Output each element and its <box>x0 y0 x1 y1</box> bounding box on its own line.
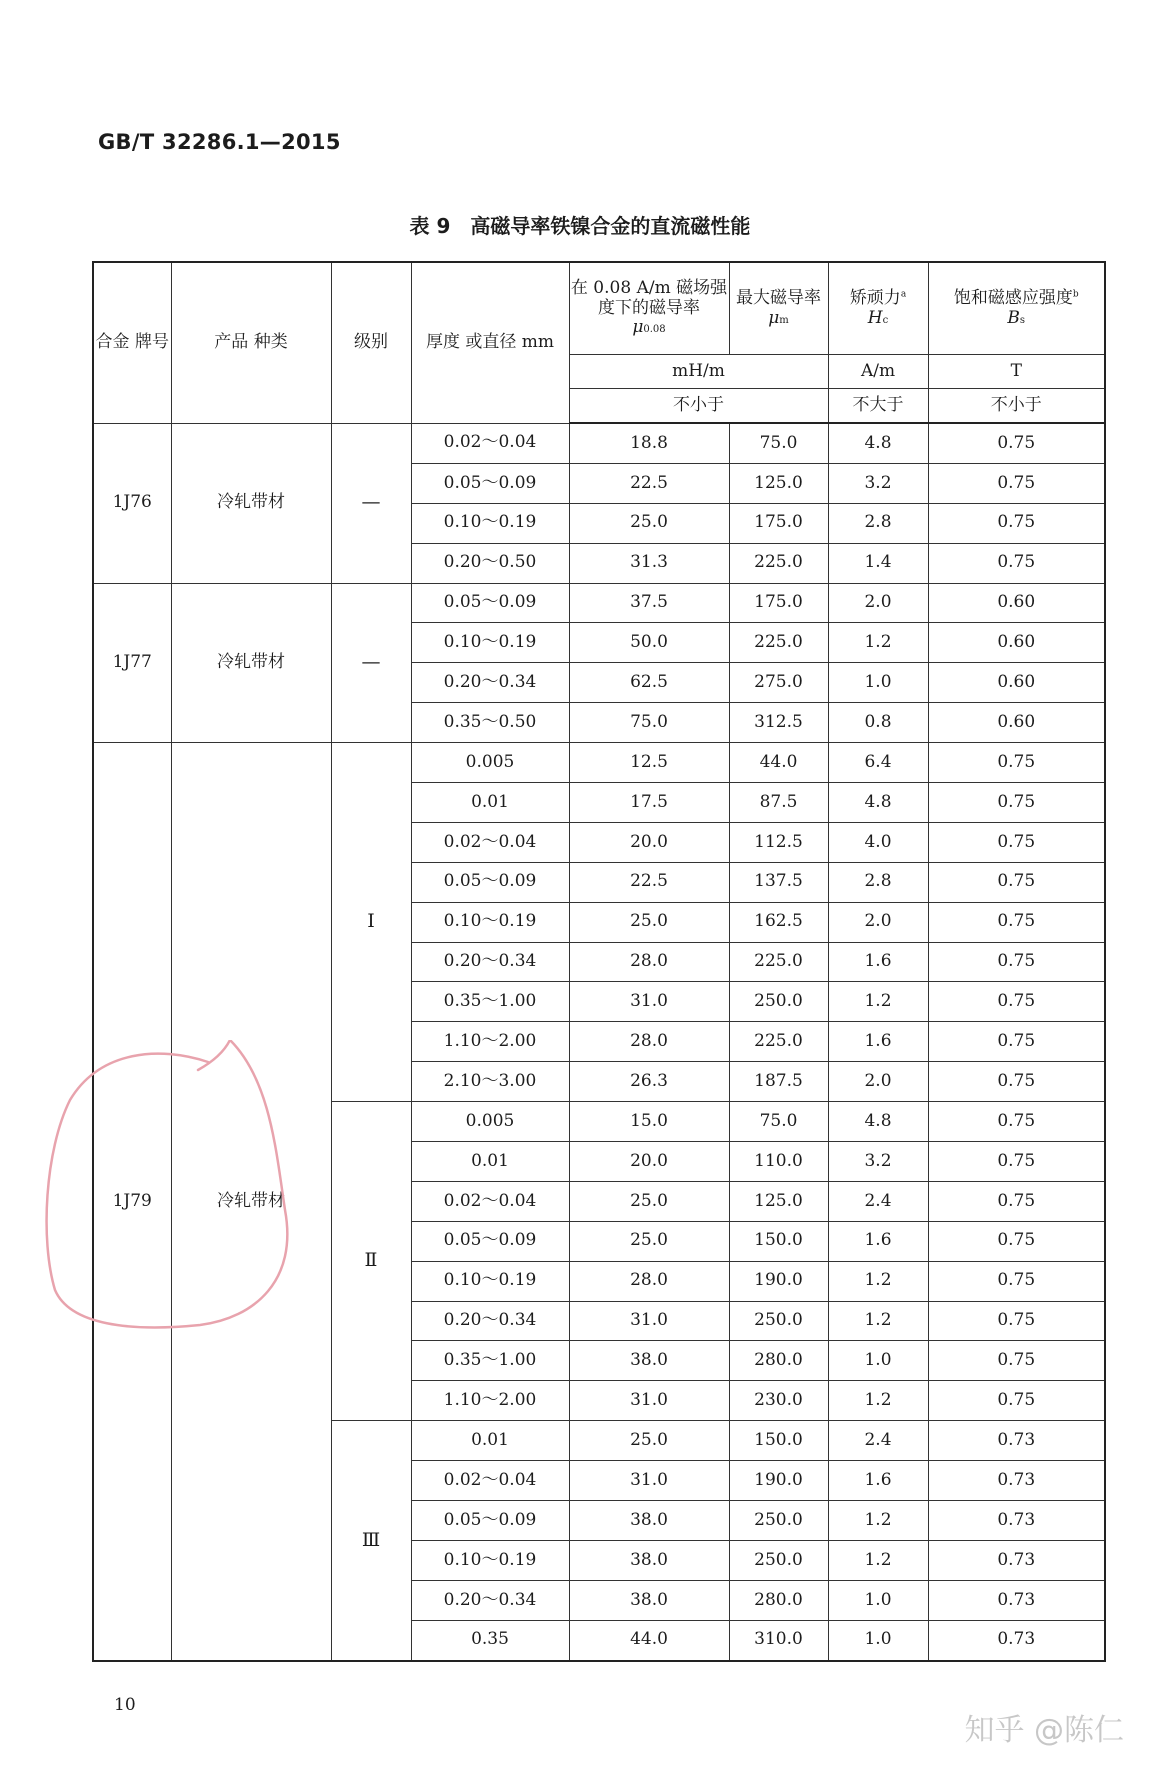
saturation-cell: 0.75 <box>928 543 1105 583</box>
grade-cell: — <box>331 423 411 583</box>
mu-008-cell: 28.0 <box>569 1261 729 1301</box>
coercivity-cell: 2.4 <box>828 1181 928 1221</box>
watermark: 知乎 @陈仁 <box>964 1713 1124 1748</box>
mu-max-cell: 44.0 <box>729 743 828 783</box>
product-cell: 冷轧带材 <box>171 423 331 583</box>
header-mu-008-sub: 0.08 <box>643 324 666 336</box>
mu-008-cell: 22.5 <box>569 862 729 902</box>
mu-max-cell: 275.0 <box>729 663 828 703</box>
saturation-cell: 0.60 <box>928 623 1105 663</box>
saturation-cell: 0.75 <box>928 1381 1105 1421</box>
mu-008-cell: 38.0 <box>569 1341 729 1381</box>
saturation-cell: 0.75 <box>928 1142 1105 1182</box>
saturation-cell: 0.75 <box>928 783 1105 823</box>
thickness-cell: 0.10～0.19 <box>411 1261 569 1301</box>
mu-max-cell: 250.0 <box>729 982 828 1022</box>
thickness-cell: 0.05～0.09 <box>411 1221 569 1261</box>
thickness-cell: 0.005 <box>411 1102 569 1142</box>
coercivity-cell: 2.0 <box>828 902 928 942</box>
saturation-cell: 0.75 <box>928 1221 1105 1261</box>
thickness-cell: 0.005 <box>411 743 569 783</box>
thickness-cell: 0.20～0.34 <box>411 1580 569 1620</box>
saturation-cell: 0.75 <box>928 1301 1105 1341</box>
header-alloy: 合金 牌号 <box>93 262 171 423</box>
header-coercivity-note: a <box>900 289 907 300</box>
saturation-cell: 0.75 <box>928 423 1105 463</box>
thickness-cell: 0.02～0.04 <box>411 822 569 862</box>
saturation-cell: 0.75 <box>928 1102 1105 1142</box>
saturation-cell: 0.75 <box>928 1181 1105 1221</box>
table-header <box>93 262 1105 423</box>
mu-max-cell: 250.0 <box>729 1301 828 1341</box>
table-row <box>93 743 1105 783</box>
mu-max-cell: 87.5 <box>729 783 828 823</box>
saturation-cell: 0.75 <box>928 1341 1105 1381</box>
coercivity-cell: 4.8 <box>828 783 928 823</box>
grade-cell: Ⅰ <box>331 743 411 1102</box>
header-thickness: 厚度 或直径 mm <box>411 262 569 423</box>
coercivity-cell: 1.2 <box>828 1301 928 1341</box>
saturation-cell: 0.60 <box>928 703 1105 743</box>
mu-008-cell: 38.0 <box>569 1580 729 1620</box>
thickness-cell: 1.10～2.00 <box>411 1381 569 1421</box>
coercivity-cell: 1.6 <box>828 1461 928 1501</box>
mu-008-cell: 20.0 <box>569 822 729 862</box>
mu-max-cell: 125.0 <box>729 1181 828 1221</box>
mu-max-cell: 225.0 <box>729 1022 828 1062</box>
grade-cell: Ⅱ <box>331 1102 411 1421</box>
mu-max-cell: 250.0 <box>729 1501 828 1541</box>
mu-008-cell: 25.0 <box>569 1221 729 1261</box>
coercivity-cell: 1.4 <box>828 543 928 583</box>
mu-max-cell: 150.0 <box>729 1221 828 1261</box>
header-mu-max-text: 最大磁导率 <box>736 287 821 308</box>
limit-coercivity: 不大于 <box>828 389 928 424</box>
coercivity-cell: 2.0 <box>828 1062 928 1102</box>
mu-max-cell: 137.5 <box>729 862 828 902</box>
mu-max-cell: 162.5 <box>729 902 828 942</box>
thickness-cell: 0.20～0.34 <box>411 942 569 982</box>
saturation-cell: 0.75 <box>928 463 1105 503</box>
header-mu-max-symbol: μ <box>768 307 780 328</box>
saturation-cell: 0.75 <box>928 902 1105 942</box>
thickness-cell: 0.02～0.04 <box>411 1181 569 1221</box>
unit-saturation: T <box>928 355 1105 389</box>
mu-008-cell: 38.0 <box>569 1501 729 1541</box>
header-saturation-note: b <box>1072 289 1079 300</box>
mu-008-cell: 38.0 <box>569 1540 729 1580</box>
header-product: 产品 种类 <box>171 262 331 423</box>
unit-permeability: mH/m <box>569 355 828 389</box>
mu-008-cell: 31.0 <box>569 1461 729 1501</box>
mu-max-cell: 125.0 <box>729 463 828 503</box>
coercivity-cell: 2.0 <box>828 583 928 623</box>
thickness-cell: 0.35 <box>411 1620 569 1660</box>
alloy-cell: 1J77 <box>93 583 171 743</box>
thickness-cell: 1.10～2.00 <box>411 1022 569 1062</box>
header-mu-008-symbol: μ <box>632 317 644 338</box>
coercivity-cell: 6.4 <box>828 743 928 783</box>
coercivity-cell: 1.6 <box>828 1221 928 1261</box>
mu-008-cell: 26.3 <box>569 1062 729 1102</box>
mu-max-cell: 175.0 <box>729 583 828 623</box>
table-body <box>93 423 1105 1661</box>
header-saturation-symbol: B <box>1007 307 1020 328</box>
alloy-cell: 1J79 <box>93 743 171 1661</box>
thickness-cell: 0.01 <box>411 1142 569 1182</box>
mu-max-cell: 187.5 <box>729 1062 828 1102</box>
thickness-cell: 0.10～0.19 <box>411 503 569 543</box>
thickness-cell: 0.35～1.00 <box>411 1341 569 1381</box>
coercivity-cell: 1.0 <box>828 663 928 703</box>
product-cell: 冷轧带材 <box>171 583 331 743</box>
coercivity-cell: 2.8 <box>828 862 928 902</box>
saturation-cell: 0.73 <box>928 1580 1105 1620</box>
thickness-cell: 0.35～0.50 <box>411 703 569 743</box>
thickness-cell: 0.10～0.19 <box>411 1540 569 1580</box>
saturation-cell: 0.73 <box>928 1540 1105 1580</box>
header-coercivity-sub: c <box>882 314 889 326</box>
mu-max-cell: 230.0 <box>729 1381 828 1421</box>
thickness-cell: 0.01 <box>411 783 569 823</box>
header-mu-008 <box>569 262 729 355</box>
mu-max-cell: 112.5 <box>729 822 828 862</box>
coercivity-cell: 3.2 <box>828 1142 928 1182</box>
header-saturation-text: 饱和磁感应强度 <box>953 287 1073 308</box>
saturation-cell: 0.73 <box>928 1421 1105 1461</box>
thickness-cell: 2.10～3.00 <box>411 1062 569 1102</box>
header-mu-max <box>729 262 828 355</box>
mu-max-cell: 75.0 <box>729 1102 828 1142</box>
mu-008-cell: 17.5 <box>569 783 729 823</box>
mu-max-cell: 310.0 <box>729 1620 828 1660</box>
mu-max-cell: 250.0 <box>729 1540 828 1580</box>
mu-008-cell: 62.5 <box>569 663 729 703</box>
mu-max-cell: 175.0 <box>729 503 828 543</box>
mu-008-cell: 31.3 <box>569 543 729 583</box>
mu-max-cell: 190.0 <box>729 1261 828 1301</box>
thickness-cell: 0.20～0.34 <box>411 1301 569 1341</box>
thickness-cell: 0.20～0.34 <box>411 663 569 703</box>
limit-permeability: 不小于 <box>569 389 828 424</box>
mu-max-cell: 312.5 <box>729 703 828 743</box>
mu-008-cell: 31.0 <box>569 1301 729 1341</box>
mu-008-cell: 28.0 <box>569 942 729 982</box>
coercivity-cell: 1.2 <box>828 1540 928 1580</box>
grade-cell: — <box>331 583 411 743</box>
mu-008-cell: 18.8 <box>569 423 729 463</box>
coercivity-cell: 1.6 <box>828 942 928 982</box>
standard-id: GB/T 32286.1—2015 <box>98 130 341 154</box>
coercivity-cell: 1.2 <box>828 982 928 1022</box>
coercivity-cell: 1.2 <box>828 623 928 663</box>
thickness-cell: 0.01 <box>411 1421 569 1461</box>
mu-008-cell: 37.5 <box>569 583 729 623</box>
header-coercivity <box>828 262 928 355</box>
coercivity-cell: 1.2 <box>828 1381 928 1421</box>
thickness-cell: 0.05～0.09 <box>411 862 569 902</box>
mu-008-cell: 75.0 <box>569 703 729 743</box>
thickness-cell: 0.05～0.09 <box>411 583 569 623</box>
unit-coercivity: A/m <box>828 355 928 389</box>
limit-saturation: 不小于 <box>928 389 1105 424</box>
mu-008-cell: 20.0 <box>569 1142 729 1182</box>
saturation-cell: 0.75 <box>928 822 1105 862</box>
mu-008-cell: 50.0 <box>569 623 729 663</box>
saturation-cell: 0.75 <box>928 1062 1105 1102</box>
saturation-cell: 0.73 <box>928 1461 1105 1501</box>
coercivity-cell: 1.0 <box>828 1580 928 1620</box>
thickness-cell: 0.20～0.50 <box>411 543 569 583</box>
product-cell: 冷轧带材 <box>171 743 331 1661</box>
coercivity-cell: 4.8 <box>828 1102 928 1142</box>
coercivity-cell: 1.0 <box>828 1341 928 1381</box>
coercivity-cell: 1.2 <box>828 1261 928 1301</box>
header-mu-008-text: 在 0.08 A/m 磁场强度下的磁导率 <box>570 278 728 318</box>
mu-max-cell: 150.0 <box>729 1421 828 1461</box>
page-number: 10 <box>114 1695 136 1715</box>
mu-008-cell: 28.0 <box>569 1022 729 1062</box>
header-saturation-sub: s <box>1019 314 1026 326</box>
coercivity-cell: 3.2 <box>828 463 928 503</box>
coercivity-cell: 2.4 <box>828 1421 928 1461</box>
mu-008-cell: 31.0 <box>569 982 729 1022</box>
mu-008-cell: 31.0 <box>569 1381 729 1421</box>
saturation-cell: 0.75 <box>928 503 1105 543</box>
mu-008-cell: 25.0 <box>569 1181 729 1221</box>
thickness-cell: 0.02～0.04 <box>411 423 569 463</box>
mu-max-cell: 280.0 <box>729 1580 828 1620</box>
mu-max-cell: 225.0 <box>729 942 828 982</box>
thickness-cell: 0.05～0.09 <box>411 1501 569 1541</box>
coercivity-cell: 1.2 <box>828 1501 928 1541</box>
coercivity-cell: 1.6 <box>828 1022 928 1062</box>
header-saturation <box>928 262 1105 355</box>
mu-008-cell: 25.0 <box>569 1421 729 1461</box>
mu-max-cell: 75.0 <box>729 423 828 463</box>
saturation-cell: 0.73 <box>928 1501 1105 1541</box>
header-coercivity-text: 矫顽力 <box>849 287 901 308</box>
coercivity-cell: 1.0 <box>828 1620 928 1660</box>
saturation-cell: 0.75 <box>928 1261 1105 1301</box>
table-row <box>93 583 1105 623</box>
mu-max-cell: 110.0 <box>729 1142 828 1182</box>
thickness-cell: 0.10～0.19 <box>411 623 569 663</box>
saturation-cell: 0.75 <box>928 1022 1105 1062</box>
saturation-cell: 0.60 <box>928 663 1105 703</box>
coercivity-cell: 2.8 <box>828 503 928 543</box>
thickness-cell: 0.10～0.19 <box>411 902 569 942</box>
alloy-cell: 1J76 <box>93 423 171 583</box>
coercivity-cell: 0.8 <box>828 703 928 743</box>
mu-008-cell: 25.0 <box>569 503 729 543</box>
header-coercivity-symbol: H <box>867 307 883 328</box>
mu-max-cell: 225.0 <box>729 543 828 583</box>
mu-max-cell: 280.0 <box>729 1341 828 1381</box>
table-title: 表 9 高磁导率铁镍合金的直流磁性能 <box>409 214 751 238</box>
mu-008-cell: 22.5 <box>569 463 729 503</box>
mu-max-cell: 190.0 <box>729 1461 828 1501</box>
thickness-cell: 0.05～0.09 <box>411 463 569 503</box>
grade-cell: Ⅲ <box>331 1421 411 1661</box>
saturation-cell: 0.75 <box>928 743 1105 783</box>
saturation-cell: 0.75 <box>928 942 1105 982</box>
header-grade: 级别 <box>331 262 411 423</box>
table-row <box>93 423 1105 463</box>
magnetic-properties-table-container <box>92 261 1106 1662</box>
mu-008-cell: 25.0 <box>569 902 729 942</box>
mu-008-cell: 12.5 <box>569 743 729 783</box>
saturation-cell: 0.75 <box>928 982 1105 1022</box>
saturation-cell: 0.73 <box>928 1620 1105 1660</box>
header-mu-max-sub: m <box>779 314 789 326</box>
mu-008-cell: 15.0 <box>569 1102 729 1142</box>
magnetic-properties-table <box>92 261 1106 1662</box>
saturation-cell: 0.60 <box>928 583 1105 623</box>
thickness-cell: 0.02～0.04 <box>411 1461 569 1501</box>
coercivity-cell: 4.8 <box>828 423 928 463</box>
mu-008-cell: 44.0 <box>569 1620 729 1660</box>
coercivity-cell: 4.0 <box>828 822 928 862</box>
mu-max-cell: 225.0 <box>729 623 828 663</box>
thickness-cell: 0.35～1.00 <box>411 982 569 1022</box>
saturation-cell: 0.75 <box>928 862 1105 902</box>
